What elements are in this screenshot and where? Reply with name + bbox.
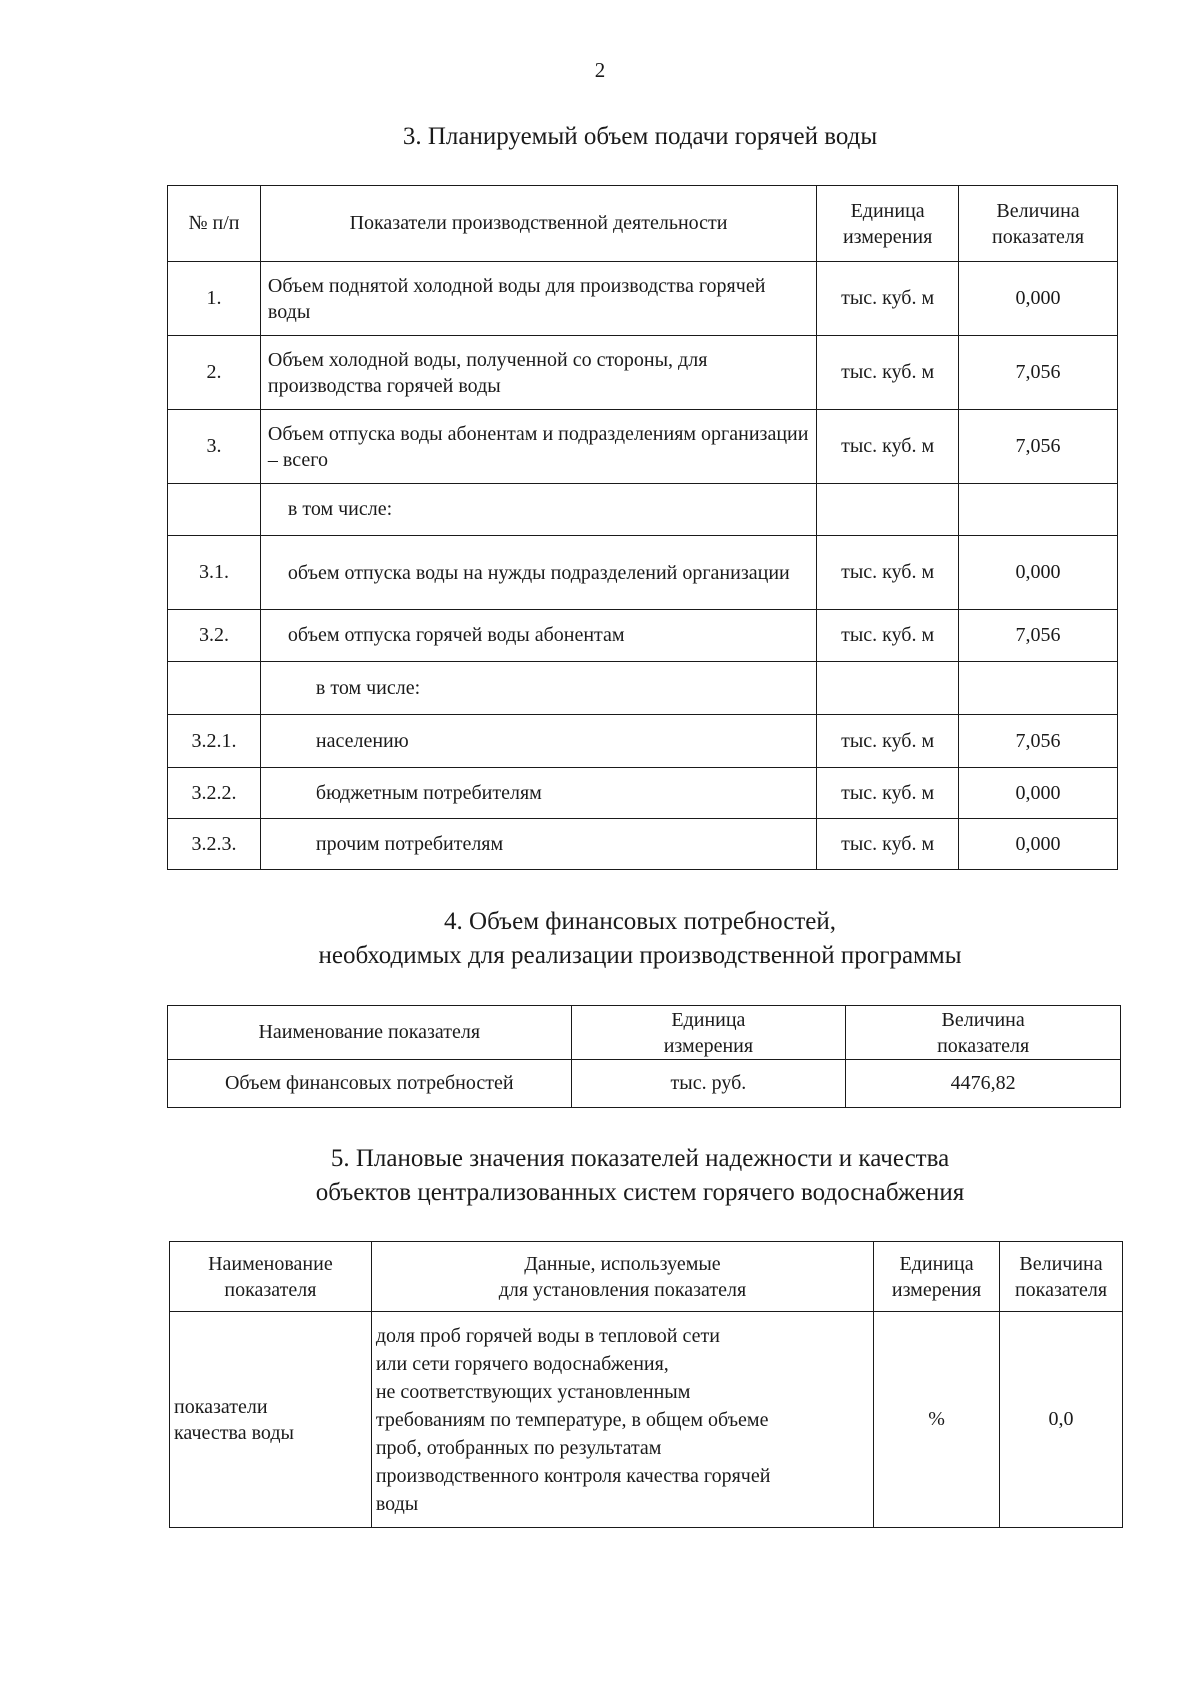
row-value: 7,056 (959, 336, 1118, 410)
table-header-row (168, 1006, 1121, 1060)
row-value: 0,000 (959, 262, 1118, 336)
row-unit: тыс. куб. м (817, 536, 959, 610)
row-name: объем отпуска горячей воды абонентам (260, 610, 816, 662)
table-header-row (170, 1242, 1123, 1312)
table-row (168, 1060, 1121, 1108)
row-num: 3.2.3. (168, 819, 261, 870)
header-unit: Единица измерения (874, 1242, 1000, 1312)
table-row (170, 1312, 1123, 1528)
row-name: в том числе: (260, 662, 816, 715)
row-value: 7,056 (959, 610, 1118, 662)
row-value: 7,056 (959, 715, 1118, 768)
table-row (168, 410, 1118, 484)
header-name: Показатели производственной деятельности (260, 186, 816, 262)
row-unit: тыс. куб. м (817, 715, 959, 768)
table-header-row (168, 186, 1118, 262)
row-value: 0,0 (1000, 1312, 1123, 1528)
table-row (168, 262, 1118, 336)
row-unit: тыс. руб. (571, 1060, 846, 1108)
row-name: объем отпуска воды на нужды подразделений организации (260, 536, 816, 610)
table-row (168, 662, 1118, 715)
row-num: 3.2.1. (168, 715, 261, 768)
section3-title: 3. Планируемый объем подачи горячей воды (402, 123, 878, 150)
row-unit (817, 662, 959, 715)
section4-table (167, 1005, 1121, 1108)
row-num (168, 662, 261, 715)
row-value: 0,000 (959, 536, 1118, 610)
header-name: Наименование показателя (170, 1242, 372, 1312)
row-value (959, 662, 1118, 715)
row-unit: тыс. куб. м (817, 819, 959, 870)
page-number: 2 (594, 58, 606, 82)
table-row (168, 536, 1118, 610)
row-name: Объем поднятой холодной воды для производства горячей воды (260, 262, 816, 336)
section3-table (167, 185, 1118, 870)
row-unit: тыс. куб. м (817, 610, 959, 662)
row-num: 1. (168, 262, 261, 336)
section5-title: 5. Плановые значения показателей надежности и качества объектов централизованных систем горячего водоснабжения (315, 1145, 965, 1206)
header-value: Величина показателя (846, 1006, 1121, 1060)
row-name: прочим потребителям (260, 819, 816, 870)
row-name: в том числе: (260, 484, 816, 536)
section4-title: 4. Объем финансовых потребностей, необходимых для реализации производственной программы (318, 908, 962, 969)
row-name: показатели качества воды (170, 1312, 372, 1528)
row-unit: % (874, 1312, 1000, 1528)
table-row (168, 768, 1118, 819)
row-num: 3. (168, 410, 261, 484)
row-unit: тыс. куб. м (817, 262, 959, 336)
table-row (168, 610, 1118, 662)
row-name: населению (260, 715, 816, 768)
row-num: 3.2. (168, 610, 261, 662)
row-data: доля проб горячей воды в тепловой сети или сети горячего водоснабжения, не соответствующих установленным требованиям по температуре, в общем объеме проб, отобранных по результатам производственного контроля качества горячей воды (371, 1312, 873, 1528)
table-row (168, 336, 1118, 410)
row-unit (817, 484, 959, 536)
row-unit: тыс. куб. м (817, 336, 959, 410)
row-num: 3.2.2. (168, 768, 261, 819)
row-unit: тыс. куб. м (817, 768, 959, 819)
table-row (168, 715, 1118, 768)
table-row (168, 484, 1118, 536)
row-value: 0,000 (959, 819, 1118, 870)
row-name: Объем отпуска воды абонентам и подразделениям организации – всего (260, 410, 816, 484)
header-unit: Единица измерения (571, 1006, 846, 1060)
section5-table (169, 1241, 1123, 1528)
header-data: Данные, используемые для установления показателя (371, 1242, 873, 1312)
row-value: 4476,82 (846, 1060, 1121, 1108)
row-num (168, 484, 261, 536)
row-num: 2. (168, 336, 261, 410)
header-num: № п/п (168, 186, 261, 262)
header-name: Наименование показателя (168, 1006, 572, 1060)
row-unit: тыс. куб. м (817, 410, 959, 484)
header-value: Величина показателя (1000, 1242, 1123, 1312)
row-name: Объем финансовых потребностей (168, 1060, 572, 1108)
row-value: 7,056 (959, 410, 1118, 484)
row-name: Объем холодной воды, полученной со стороны, для производства горячей воды (260, 336, 816, 410)
header-value: Величина показателя (959, 186, 1118, 262)
table-row (168, 819, 1118, 870)
row-value: 0,000 (959, 768, 1118, 819)
row-num: 3.1. (168, 536, 261, 610)
header-unit: Единица измерения (817, 186, 959, 262)
row-value (959, 484, 1118, 536)
row-name: бюджетным потребителям (260, 768, 816, 819)
